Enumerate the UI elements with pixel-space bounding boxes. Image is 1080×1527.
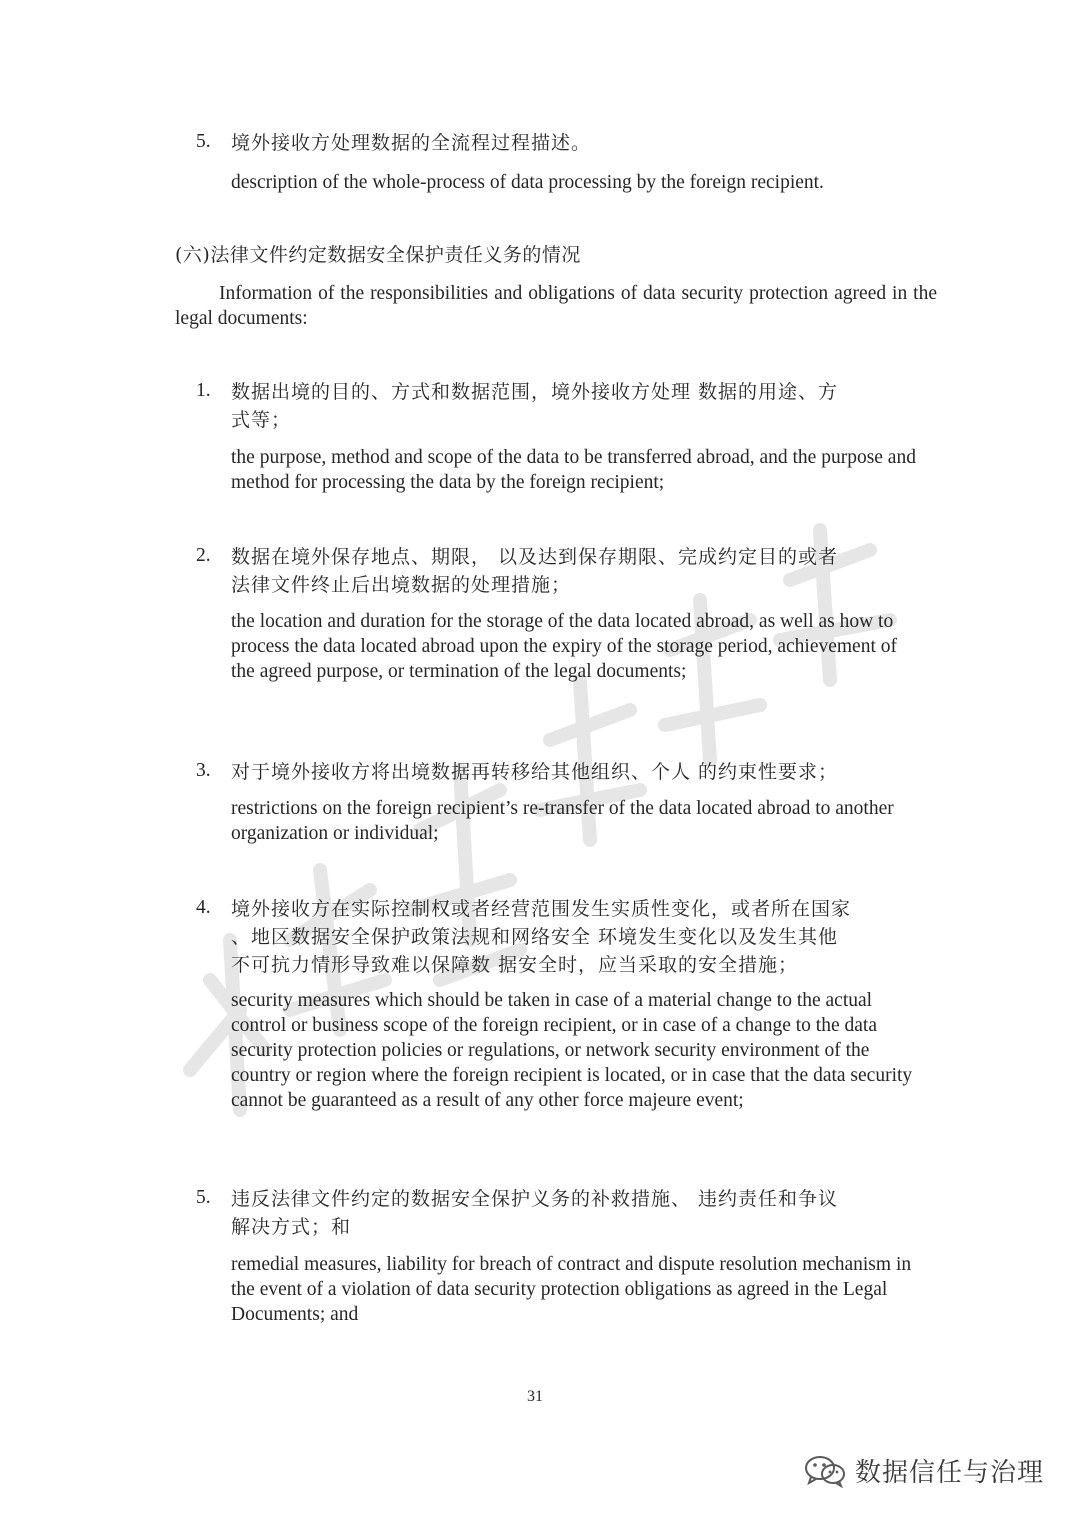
item-5-zh-line-1: 违反法律文件约定的数据安全保护义务的补救措施、 违约责任和争议 — [231, 1188, 839, 1210]
item-2-en: the location and duration for the storage of the data located abroad, as well as how to process the data located abroad upon the expiry of the storage period, achievement of the agreed purpose, or termination of the legal documents; — [231, 611, 897, 682]
item-4-zh-line-2: 、地区数据安全保护政策法规和网络安全 环境发生变化以及发生其他 — [231, 926, 839, 948]
item-1-number: 1. — [196, 380, 211, 401]
section-intro: Information of the responsibilities and obligations of data security protection agreed in the legal documents: — [175, 283, 937, 329]
item-3-number: 3. — [196, 760, 211, 781]
item-2-zh-line-2: 法律文件终止后出境数据的处理措施； — [231, 574, 572, 596]
item-2-zh-line-1: 数据在境外保存地点、期限， 以及达到保存期限、完成约定目的或者 — [231, 546, 839, 568]
item-1-zh-line-1: 数据出境的目的、方式和数据范围，境外接收方处理 数据的用途、方 — [231, 381, 839, 403]
top-item-en: description of the whole-process of data processing by the foreign recipient. — [231, 172, 824, 193]
page-number: 31 — [527, 1388, 543, 1405]
item-5-en: remedial measures, liability for breach of contract and dispute resolution mechanism in the event of a violation of data security protection obligations as agreed in the Legal Documents; and — [231, 1254, 912, 1325]
wechat-icon — [803, 1454, 847, 1488]
item-1-zh-line-2: 式等； — [231, 409, 292, 431]
item-5-number: 5. — [196, 1187, 211, 1208]
item-3-en: restrictions on the foreign recipient’s re-transfer of the data located abroad to another organization or individual; — [231, 798, 894, 844]
item-4-en: security measures which should be taken in case of a material change to the actual control or business scope of the foreign recipient, or in case of a change to the data security protection policies or regulations, or network security environment of the country or region where the foreign recipient is located, or in case that the data security cannot be guaranteed as a result of any other force majeure event; — [231, 990, 913, 1111]
item-4-zh-line-3: 不可抗力情形导致难以保障数 据安全时，应当采取的安全措施； — [231, 954, 799, 976]
item-3-zh-line-1: 对于境外接收方将出境数据再转移给其他组织、个人 的约束性要求； — [231, 761, 839, 783]
item-4-number: 4. — [196, 897, 211, 918]
footer-account-name: 数据信任与治理 — [854, 1458, 1044, 1488]
item-5-zh-line-2: 解决方式；和 — [231, 1216, 352, 1238]
top-item-zh: 境外接收方处理数据的全流程过程描述。 — [231, 132, 592, 154]
item-4-zh-line-1: 境外接收方在实际控制权或者经营范围发生实质性变化，或者所在国家 — [231, 898, 852, 920]
item-2-number: 2. — [196, 545, 211, 566]
footer-account — [803, 1452, 1044, 1489]
item-1-en: the purpose, method and scope of the data to be transferred abroad, and the purpose and method for processing the data by the foreign recipient; — [231, 447, 916, 493]
section-heading: (六)法律文件约定数据安全保护责任义务的情况 — [175, 244, 581, 266]
top-item-number: 5. — [196, 131, 211, 152]
